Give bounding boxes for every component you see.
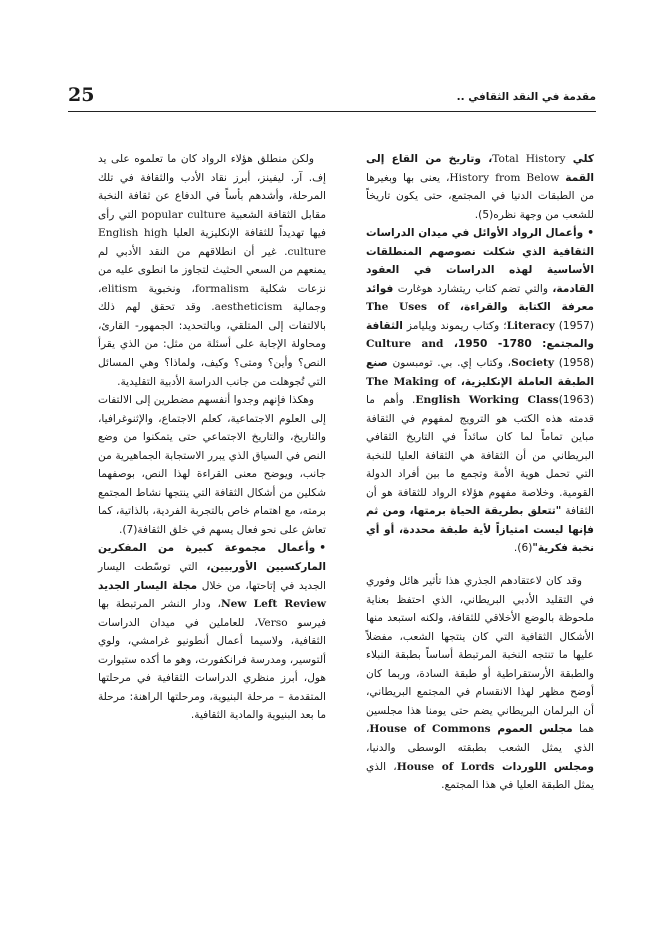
header-rule <box>68 111 596 112</box>
right-paragraph-1: كلي Total History، وتاريخ من القاع إلى القمة History from Below، يعنى بها وبغيرها من الطبقات الدنيا في المجتمع، حتى يكون تاريخاً للشعب من وجهة نظره(5). <box>366 153 594 221</box>
bullet-icon: • <box>587 227 594 240</box>
left-column <box>98 150 326 725</box>
running-title: مقدمة في النقد الثقافي .. <box>456 91 596 103</box>
bullet-icon: • <box>319 542 326 555</box>
page-number: 25 <box>68 84 95 106</box>
right-paragraph-2: •وأعمال الرواد الأوائل في ميدان الدراسات الثقافية الذي شكلت نصوصهم المنطلقات الأساسية لهذه الدراسات في العقود القادمة، والتي تضم كتاب ريتشارد هوغارت فوائد معرفة الكتابة والقراءة، The Uses of Literacy (1957)؛ وكتاب ريموند ويليامز الثقافة والمجتمع: 1780- 1950، Culture and Society (1958)، وكتاب إي. بي. تومبسون صنع الطبقة العاملة الإنكليزية، The Making of English Working Class(1963). وأهم ما قدمته هذه الكتب هو الترويج لمفهوم في الثقافة مباين تماماً لما كان سائداً في التاريخ الثقافي البريطاني من أن الثقافة هي الثقافة العليا للنخبة التي تحمل هوية الأمة وتجمع ما بين أفراد الدولة القومية. وخلاصة مفهوم هؤلاء الرواد للثقافة هو أن الثقافة "تتعلق بطريقة الحياة برمتها، ومن ثم فإنها ليست امتيازاً لأية طبقة محددة، أو أي نخبة فكرية"(6). <box>366 227 594 555</box>
right-paragraph-3: وقد كان لاعتقادهم الجذري هذا تأثير هائل وفوري في التقليد الأدبي البريطاني، الذي احتفظ بعناية ملحوظة بالوضع الأخلاقي للثقافة، ولكنه استبعد منها الأشكال الثقافية التي كان ينتجها الشعب، مفضلاً عليها ما تنتجه النخبة المرتبطة أساساً بطبقة النبلاء والطبقة الأرستقراطية أو طبقة السادة، وربما كان أوضح مظهر لهذا الانقسام في المجتمع البريطاني، أن البرلمان البريطاني يضم حتى يومنا هذا مجلسين هما مجلس العموم House of Commons، الذي يمثل الشعب بطبقته الوسطى والدنيا، ومجلس اللوردات House of Lords، الذي يمثل الطبقة العليا في هذا المجتمع. <box>366 575 594 792</box>
left-paragraph-1: ولكن منطلق هؤلاء الرواد كان ما تعلموه على يد إف. آر. ليفينز، أبرز نقاد الأدب والثقافة في تلك المرحلة، وأشدهم بأساً في الدفاع عن ثقافة النخبة مقابل الثقافة الشعبية popular culture التي رأى فيها تهديداً للثقافة الإنكليزية العليا English high culture. غير أن انطلاقهم من النقد الأدبي لم يمنعهم من السعي الحثيث لتجاوز ما انطوى عليه من نزعات شكلية formalism، ونخبوية elitism، وجمالية aestheticism. وقد تحقق لهم ذلك بالالتفات إلى المتلقي، وبالتحديد: الجمهور- القارئ، ومحاولة الإجابة على أسئلة من مثل: من الذي يقرأ النص؟ وأين؟ ومتى؟ وكيف، ولماذا؟ وهي المسائل التي تُجوهلت من جانب الدراسة الأدبية التقليدية. <box>98 153 326 388</box>
left-paragraph-3: •وأعمال مجموعة كبيرة من المفكرين الماركسيين الأوربيين، التي توسّطت اليسار الجديد في إتاحتها، من خلال مجلة اليسار الجديد New Left Review، ودار النشر المرتبطة بها فيرسو Verso، للعاملين في ميدان الدراسات الثقافية، ولاسيما أعمال أنطونيو غرامشي، ولوي ألتوسير، ومدرسة فرانكفورت، وهو ما أكده ستيوارت هول، أبرز منظري الدراسات الثقافية في مرحلتها المتقدمة – مرحلة البنيوية، ومرحلتها الراهنة: مرحلة ما بعد البنيوية والمادية الثقافية. <box>98 542 327 722</box>
left-paragraph-2: وهكذا فإنهم وجدوا أنفسهم مضطرين إلى الالتفات إلى العلوم الاجتماعية، كعلم الاجتماع، والإثنوغرافيا، والتاريخ، والتاريخ الاجتماعي حتى يتمكنوا من وضع النص في السياق الذي يبرر الاستجابة الجماهيرية من جانب، ويوضح معنى القراءة لهذا النص، بوصفهما شكلين من أشكال الثقافة التي ينتجها نشاط المجتمع برمته، مع اهتمام خاص بالتجربة الفردية، بالذاتية، كما تعاش على نحو فعال يسهم في خلق الثقافة(7). <box>98 394 326 536</box>
right-column <box>366 150 594 795</box>
page-header <box>68 84 596 114</box>
